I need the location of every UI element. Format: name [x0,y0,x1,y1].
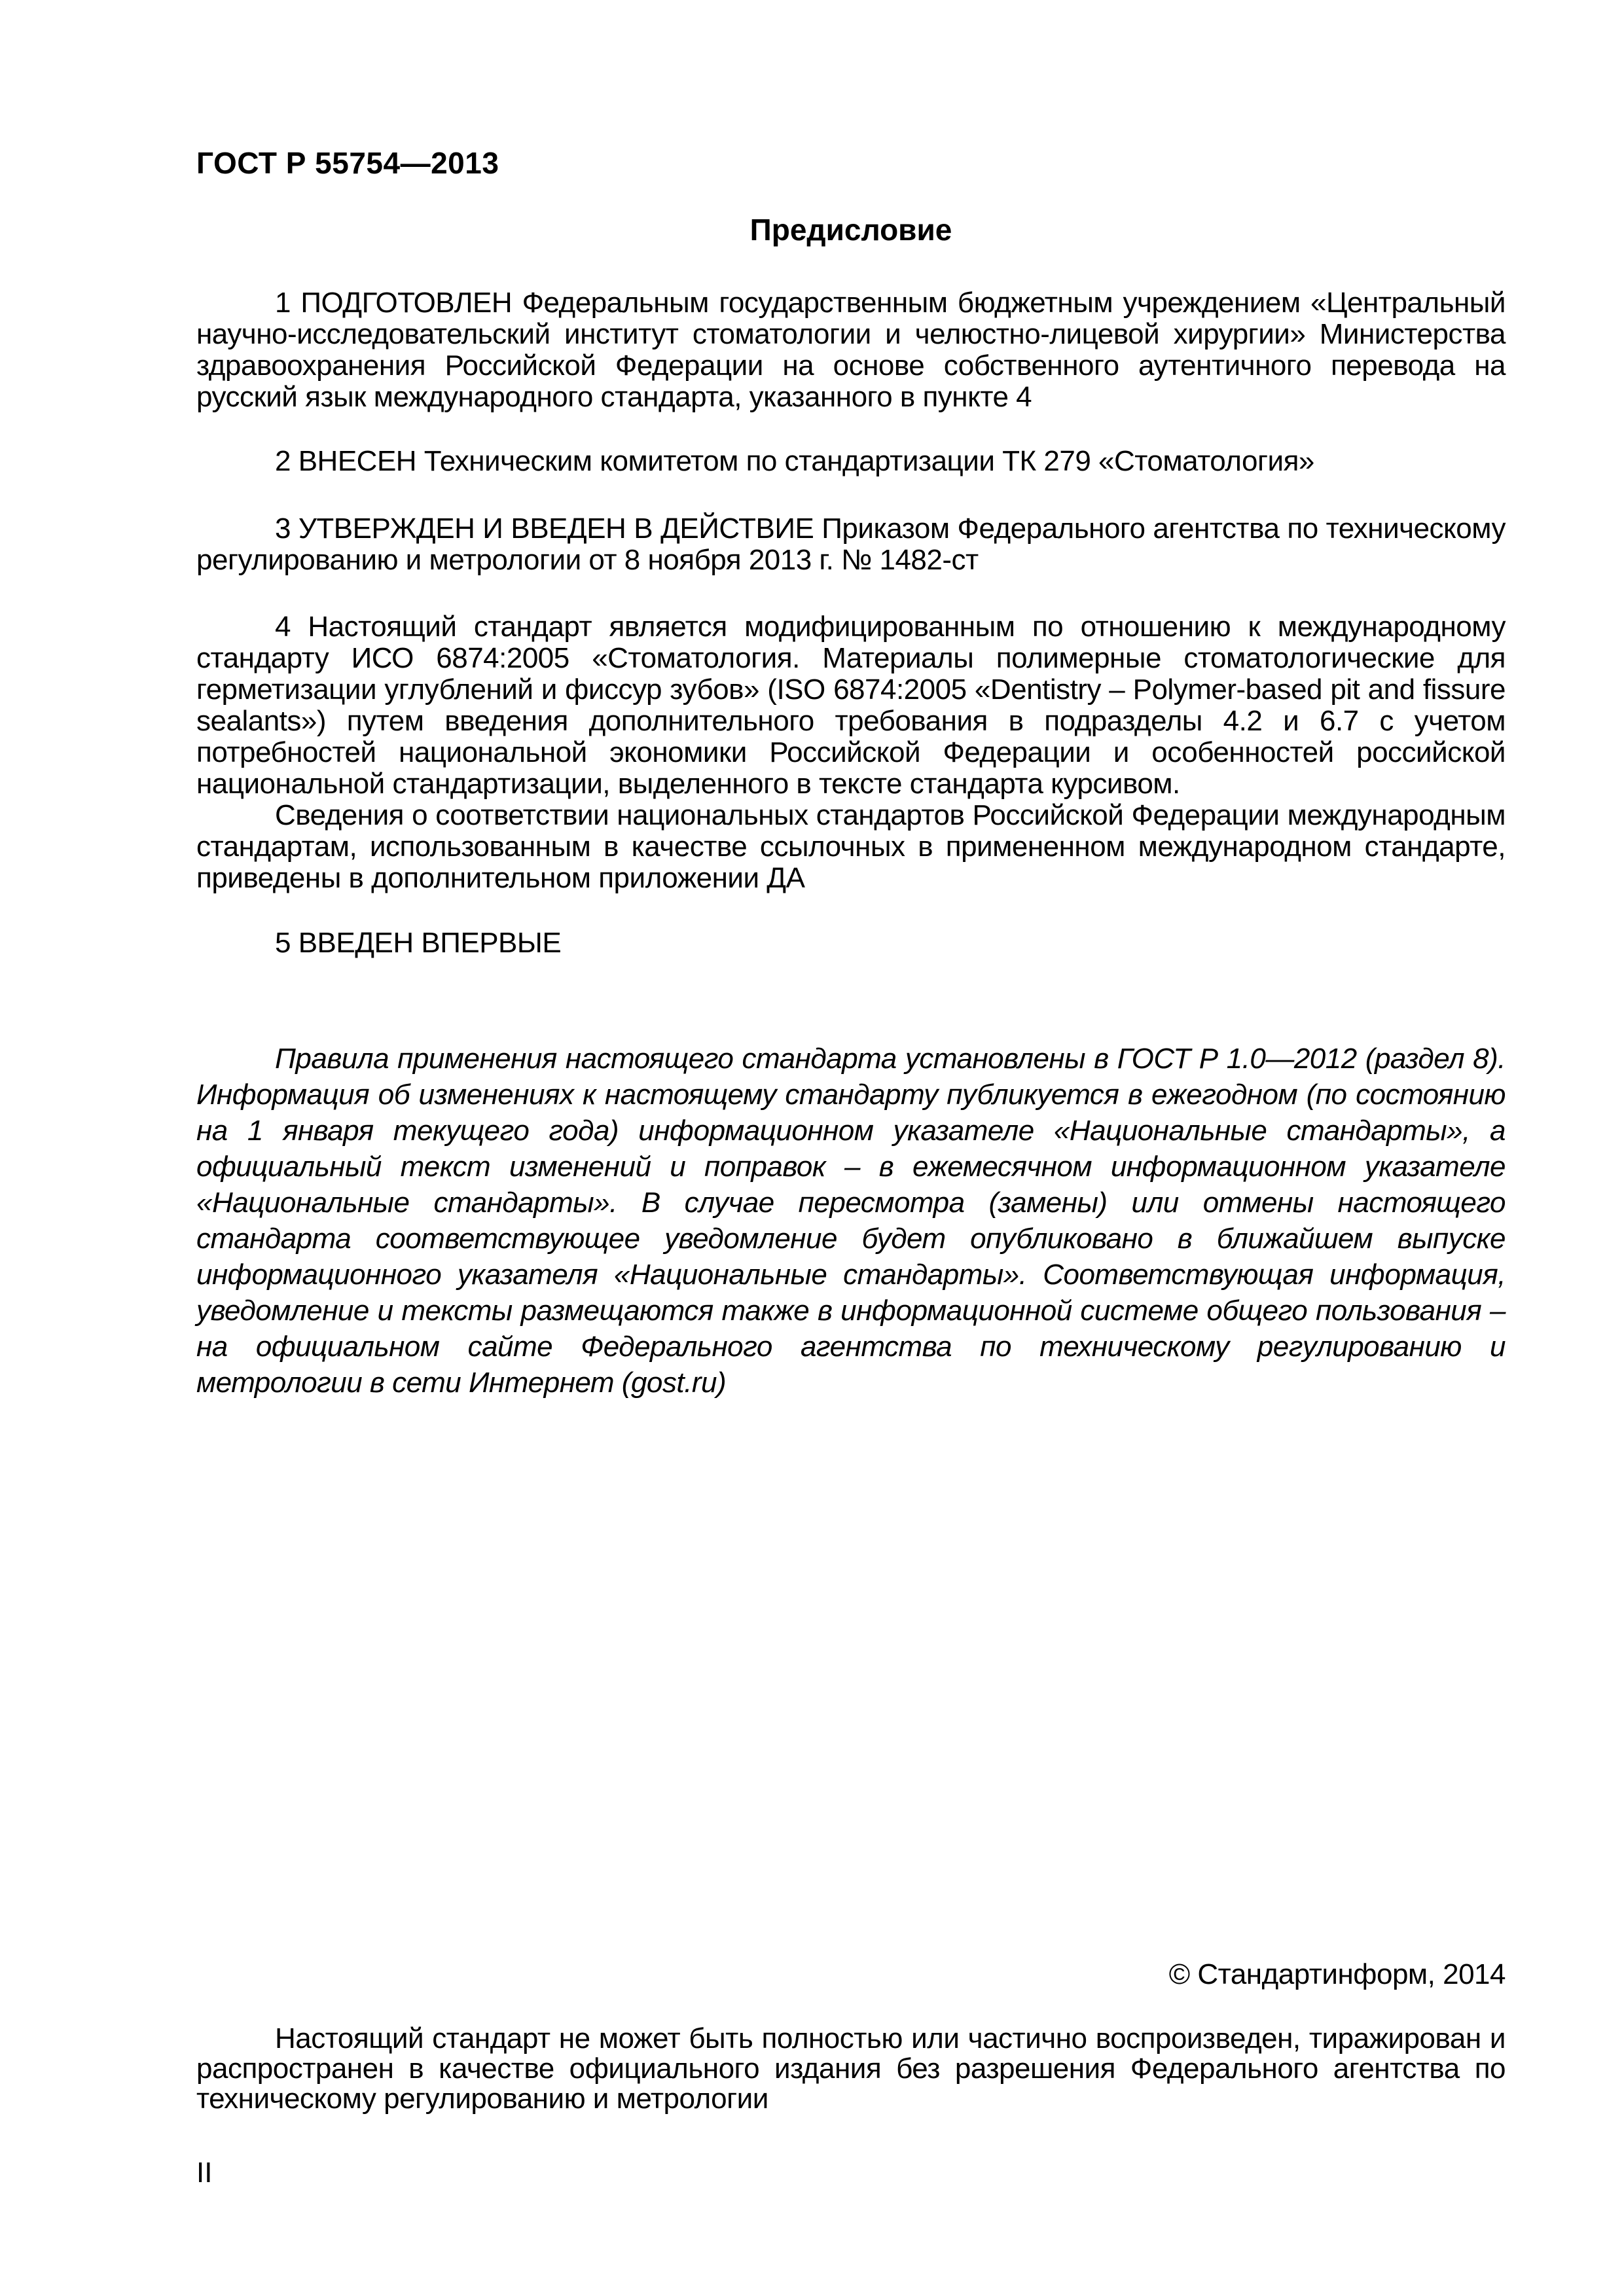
document-number: ГОСТ Р 55754—2013 [196,146,499,180]
application-rules-note: Правила применения настоящего стандарта установлены в ГОСТ Р 1.0—2012 (раздел 8). Информация об изменениях к настоящему стандарту публикуется в ежегодном (по состоянию на 1 января текущего года) информационном указателе «Национальные стандарты», а официальный текст изменений и поправок – в ежемесячном информационном указателе «Национальные стандарты». В случае пересмотра (замены) или отмены настоящего стандарта соответствующее уведомление будет опубликовано в ближайшем выпуске информационного указателя «Национальные стандарты». Соответствующая информация, уведомление и тексты размещаются также в информационной системе общего пользования – на официальном сайте Федерального агентства по техническому регулированию и метрологии в сети Интернет (gost.ru) [196,1043,1506,1399]
foreword-item-1: 1 ПОДГОТОВЛЕН Федеральным государственным бюджетным учреждением «Центральный научно-исследовательский институт стоматологии и челюстно-лицевой хирургии» Министерства здравоохранения Российской Федерации на основе собственного аутентичного перевода на русский язык международного стандарта, указанного в пункте 4 [196,287,1506,413]
page-content [196,0,1506,2189]
copyright-line: © Стандартинформ, 2014 [1168,1958,1506,1990]
page-title: Предисловие [749,213,952,247]
foreword-item-5: 5 ВВЕДЕН ВПЕРВЫЕ [275,927,562,959]
foreword-item-3: 3 УТВЕРЖДЕН И ВВЕДЕН В ДЕЙСТВИЕ Приказом Федерального агентства по техническому регулированию и метрологии от 8 ноября 2013 г. № 1482-ст [196,512,1506,576]
foreword-item-4: 4 Настоящий стандарт является модифицированным по отношению к международному стандарту ИСО 6874:2005 «Стоматология. Материалы полимерные стоматологические для герметизации углублений и фиссур зубов» (ISO 6874:2005 «Dentistry – Polymer-based pit and fissure sealants») путем введения дополнительного требования в подразделы 4.2 и 6.7 с учетом потребностей национальной экономики Российской Федерации и особенностей российской национальной стандартизации, выделенного в тексте стандарта курсивом. [196,611,1506,800]
distribution-note: Настоящий стандарт не может быть полностью или частично воспроизведен, тиражирован и распространен в качестве официального издания без разрешения Федерального агентства по техническому регулированию и метрологии [196,2022,1506,2115]
foreword-item-2: 2 ВНЕСЕН Техническим комитетом по стандартизации ТК 279 «Стоматология» [275,445,1314,477]
page-number: II [196,2157,213,2189]
foreword-item-4-continued: Сведения о соответствии национальных стандартов Российской Федерации международным стандартам, использованным в качестве ссылочных в примененном международном стандарте, приведены в дополнительном приложении ДА [196,799,1506,894]
